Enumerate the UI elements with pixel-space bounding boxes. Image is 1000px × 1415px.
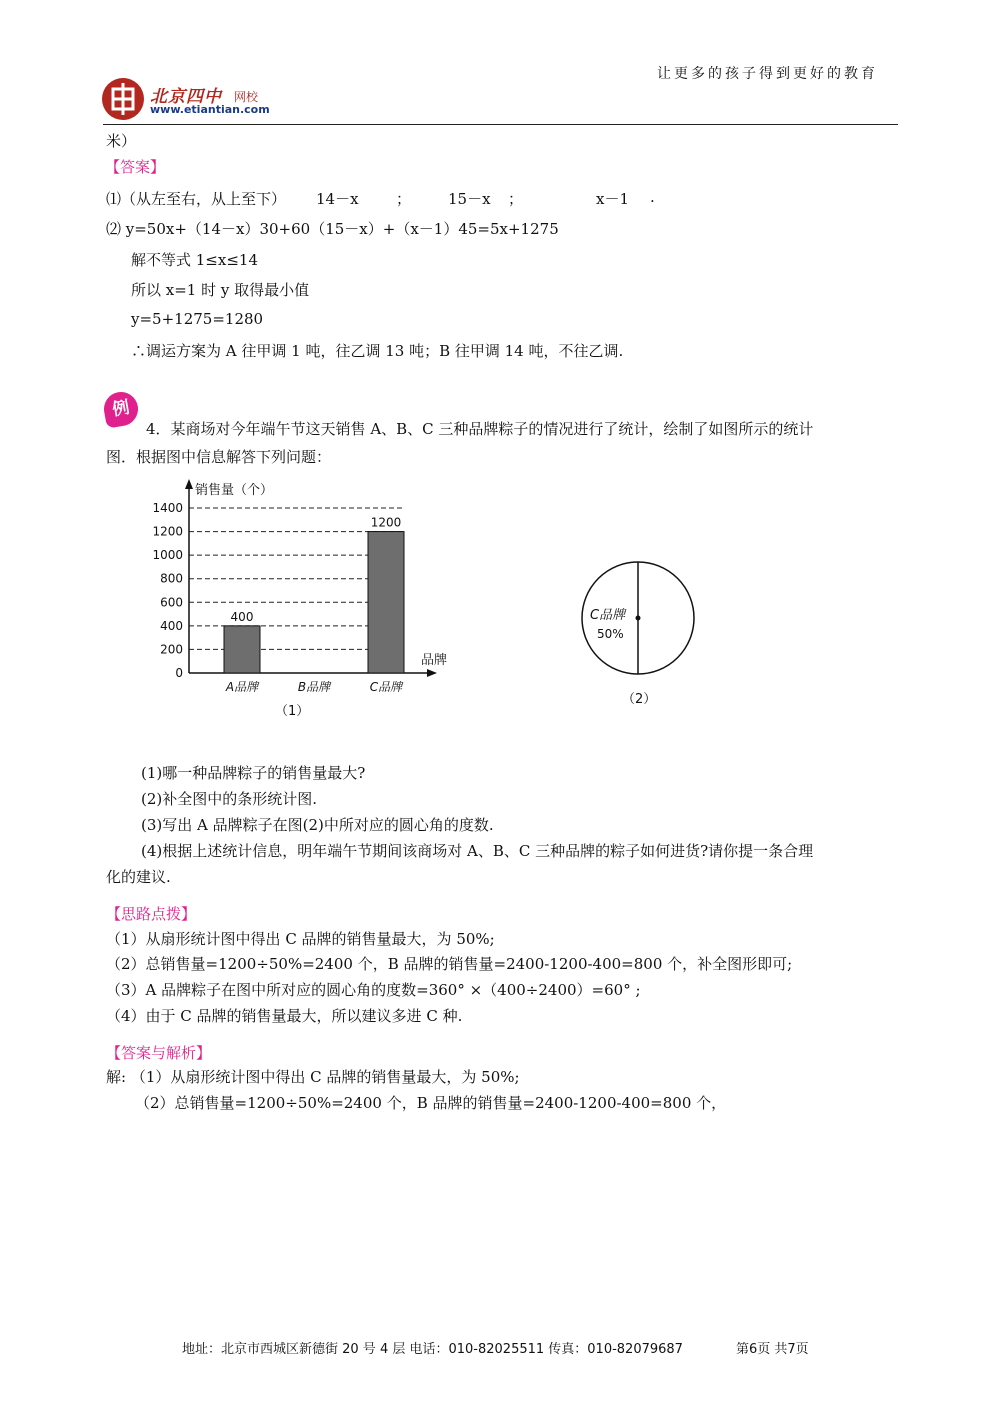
answer-2-line: ⑵ y=50x+（14－x）30+60（15－x）+（x－1）45=5x+1275 [106,220,559,238]
y-axis-arrow-icon [185,479,193,489]
pie-center-dot [636,616,641,621]
footer-address: 地址：北京市西城区新德街 20 号 4 层 电话：010-82025511 传真：010-82079687 [182,1342,683,1357]
bar-chart-caption: （1） [275,704,310,719]
y-tick-label: 200 [160,642,183,657]
logo-url: www.etiantian.com [150,103,270,116]
sub-question-4-line-1: (4)根据上述统计信息，明年端午节期间该商场对 A、B、C 三种品牌的粽子如何进货?请你提一条合理 [141,842,814,860]
bar-chart [145,475,465,725]
answer-2-line-5: ∴调运方案为 A 往甲调 1 吨，往乙调 13 吨；B 往甲调 14 吨，不往乙调. [131,342,624,360]
y-tick-label: 600 [160,595,183,610]
x-tick-label: B品牌 [297,680,331,694]
answer-1-value-3: x－1 [596,190,630,208]
y-tick-label: 0 [175,666,183,680]
hint-tag: 【思路点拨】 [106,905,197,923]
bar [368,532,404,673]
x-tick-label: A品牌 [225,680,259,694]
sub-question-3: (3)写出 A 品牌粽子在图(2)中所对应的圆心角的度数. [141,816,494,834]
answer-2-line-2: 解不等式 1≤x≤14 [131,251,258,269]
bar-chart-ylabel: 销售量（个） [195,483,274,498]
answer-1-end: . [650,188,655,206]
pie-chart-caption: （2） [622,692,657,707]
x-axis-arrow-icon [427,669,437,677]
sub-question-4-line-2: 化的建议. [106,868,171,886]
pie-slice-label: C品牌 [590,608,626,623]
answer-1-sep-1: ； [396,190,412,208]
answer-2-line-3: 所以 x=1 时 y 取得最小值 [131,281,310,299]
hint-2: （2）总销售量=1200÷50%=2400 个，B 品牌的销售量=2400-1200-400=800 个，补全图形即可; [106,955,793,973]
question-line-2: 图．根据图中信息解答下列问题： [106,448,332,466]
solution-1: 解: （1）从扇形统计图中得出 C 品牌的销售量最大，为 50%; [106,1068,520,1086]
answer-1-sep-2: ； [508,190,524,208]
answer-1-value-2: 15－x [448,190,491,208]
y-tick-label: 400 [160,618,183,633]
solution-tag: 【答案与解析】 [106,1044,212,1062]
logo-net: 网校 [234,90,259,104]
header-slogan: 让更多的孩子得到更好的教育 [657,66,878,82]
answer-tag: 【答案】 [105,158,166,176]
answer-1-label: ⑴（从左至右，从上至下） [106,190,287,208]
y-tick-label: 1400 [152,501,183,515]
footer-page: 第6页 共7页 [736,1342,809,1357]
x-tick-label: C品牌 [369,680,403,694]
question-line-1: 4．某商场对今年端午节这天销售 A、B、C 三种品牌粽子的情况进行了统计，绘制了如图所示的统计 [146,420,814,438]
pie-chart [570,560,710,720]
pie-slice-value: 50% [597,627,624,641]
sub-question-2: (2)补全图中的条形统计图. [141,790,318,808]
bar-data-label: 400 [230,609,254,624]
y-tick-label: 1000 [152,548,183,563]
sub-question-1: (1)哪一种品牌粽子的销售量最大? [141,764,366,782]
bar-chart-xlabel: 品牌 [421,653,448,668]
continuation-text: 米） [106,132,137,150]
y-tick-label: 800 [160,571,183,586]
answer-2-line-4: y=5+1275=1280 [131,310,264,328]
hint-1: （1）从扇形统计图中得出 C 品牌的销售量最大，为 50%; [106,930,495,948]
y-tick-label: 1200 [152,524,183,539]
bar [224,626,260,673]
logo-name: 北京四中 [150,87,222,107]
bar-data-label: 1200 [370,515,402,530]
solution-2: （2）总销售量=1200÷50%=2400 个，B 品牌的销售量=2400-1200-400=800 个， [135,1094,727,1112]
hint-3: （3）A 品牌粽子在图中所对应的圆心角的度数=360° ×（400÷2400）=60° ; [106,981,641,999]
hint-4: （4）由于 C 品牌的销售量最大，所以建议多进 C 种. [106,1007,463,1025]
header-rule [103,124,898,125]
example-badge-icon: 例 [101,389,140,428]
logo-icon [102,78,144,120]
answer-1-value-1: 14－x [316,190,359,208]
